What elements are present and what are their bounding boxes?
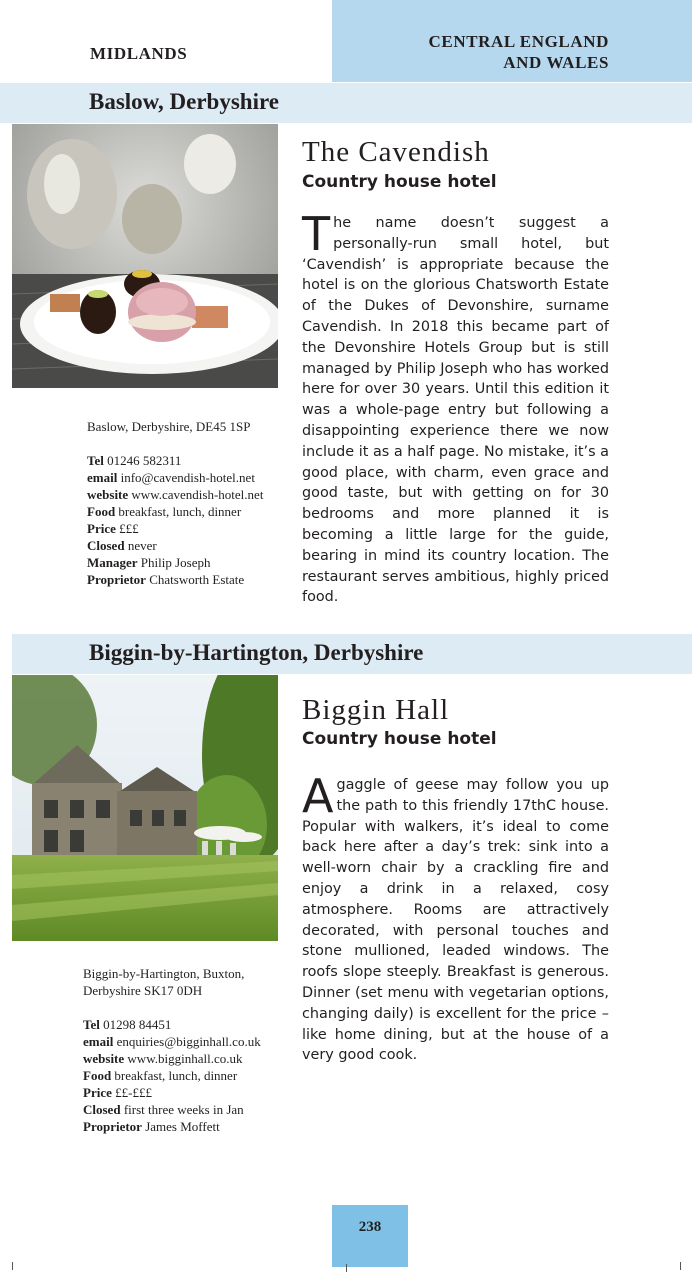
hotel-name: Biggin Hall [302, 694, 450, 726]
hotel-description [302, 207, 610, 608]
address-line-2: Derbyshire SK17 0DH [83, 983, 203, 998]
detail-row-closed: Closed first three weeks in Jan [83, 1102, 244, 1117]
detail-row-closed: Closed never [87, 538, 157, 553]
contact-block [83, 965, 308, 1135]
hotel-type: Country house hotel [302, 729, 497, 749]
header-left-panel [0, 0, 332, 82]
location-title: Baslow, Derbyshire [89, 89, 279, 114]
location-bar [0, 83, 692, 123]
hotel-type: Country house hotel [302, 172, 497, 192]
email-link[interactable]: info@cavendish-hotel.net [120, 470, 255, 485]
crop-mark [12, 1262, 13, 1270]
drop-cap: T [302, 207, 331, 261]
page-number-box [332, 1205, 408, 1267]
page-number: 238 [358, 1219, 382, 1235]
website-link[interactable]: www.bigginhall.co.uk [127, 1051, 243, 1066]
stone-house-garden-photo [12, 675, 278, 941]
email-link[interactable]: enquiries@bigginhall.co.uk [116, 1034, 261, 1049]
region-heading: MIDLANDS [90, 44, 188, 63]
section-heading-line-1: CENTRAL ENGLAND [428, 32, 609, 51]
detail-row-proprietor: Proprietor James Moffett [83, 1119, 220, 1134]
detail-row-price: Price ££-£££ [83, 1085, 152, 1100]
section-heading-line-2: AND WALES [503, 53, 609, 72]
detail-row-website: website www.bigginhall.co.uk [83, 1051, 243, 1066]
detail-row-proprietor: Proprietor Chatsworth Estate [87, 572, 245, 587]
detail-row-food: Food breakfast, lunch, dinner [83, 1068, 238, 1083]
detail-row-website: website www.cavendish-hotel.net [87, 487, 264, 502]
detail-row-tel: Tel 01298 84451 [83, 1017, 172, 1032]
website-link[interactable]: www.cavendish-hotel.net [131, 487, 264, 502]
detail-row-email: email enquiries@bigginhall.co.uk [83, 1034, 261, 1049]
description-text: gaggle of geese may follow you up the path to this friendly 17thC house. Popular with walkers, it’s ideal to come back here after a day’s trek: sink into a well-worn chair by a crackling fire and enjoy a drink in a relaxed, cosy atmosphere. Rooms are attractively decorated, with personal touches and stone mullioned, leaded windows. The roofs slope steeply. Breakfast is generous. Dinner (set menu with vegetarian options, changing daily) is excellent for the price – like home dining, but at the house of a very good cook. [302, 777, 609, 1064]
address [83, 965, 308, 999]
afternoon-tea-photo [12, 124, 278, 388]
detail-row-food: Food breakfast, lunch, dinner [87, 504, 242, 519]
drop-cap: A [302, 769, 334, 823]
detail-row-price: Price £££ [87, 521, 139, 536]
crop-mark [346, 1264, 347, 1272]
hotel-name: The Cavendish [302, 136, 490, 168]
contact-block [87, 418, 307, 588]
address-line-1: Biggin-by-Hartington, Buxton, [83, 966, 245, 981]
address: Baslow, Derbyshire, DE45 1SP [87, 419, 251, 434]
hotel-description [302, 769, 609, 1066]
description-text: he name doesn’t suggest a personally-run small hotel, but ‘Cavendish’ is appropriate because the hotel is on the glorious Chatsworth Estate of the Dukes of Devonshire, surname Cavendish. In 2018 this became part of the Devonshire Hotels Group but is still managed by Philip Joseph who has worked here for over 30 years. Until this edition it was a whole-page entry but following a disappointing experience there we now include it as a half page. No mistake, it’s a good place, with charm, even grace and good taste, but with getting on for 30 bedrooms and more planned it is becoming a little large for the guide, bearing in mind its country location. The restaurant serves ambitious, highly priced food. [302, 215, 610, 606]
location-bar [12, 634, 692, 674]
location-title: Biggin-by-Hartington, Derbyshire [89, 640, 424, 665]
detail-row-manager: Manager Philip Joseph [87, 555, 211, 570]
detail-row-email: email info@cavendish-hotel.net [87, 470, 255, 485]
section-heading [429, 31, 609, 73]
crop-mark [680, 1262, 681, 1270]
detail-row-tel: Tel 01246 582311 [87, 453, 182, 468]
